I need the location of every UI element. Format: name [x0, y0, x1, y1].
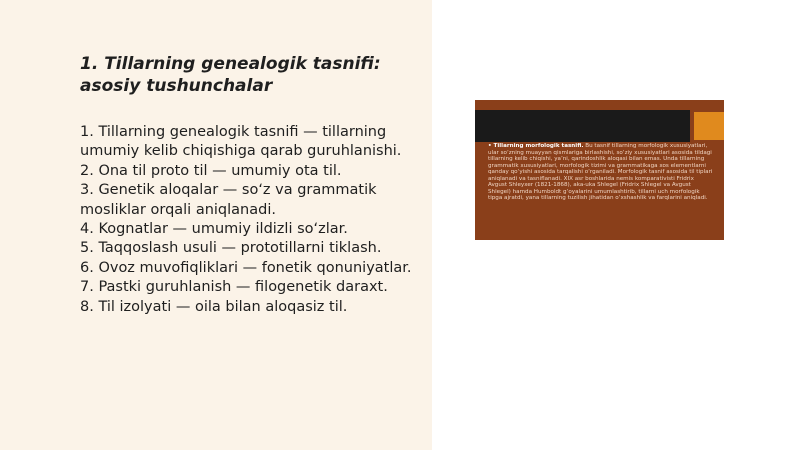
list-item: 2. Ona til proto til — umumiy ota til. [80, 162, 342, 179]
slide-thumbnail-image [475, 100, 724, 240]
slide-title: 1. Tillarning genealogik tasnifi: asosiy tushunchalar [80, 54, 381, 96]
thumbnail-heading: • Tillarning morfologik tasnifi. [488, 143, 584, 149]
list-item: 4. Kognatlar — umumiy ildizli so‘zlar. [80, 221, 348, 238]
bullet-list [80, 123, 425, 317]
list-item: 1. Tillarning genealogik tasnifi — tillarning umumiy kelib chiqishiga qarab guruhlanishi. [80, 124, 402, 160]
thumbnail-text [488, 143, 714, 202]
thumbnail-header-band [475, 110, 690, 142]
list-item: 6. Ovoz muvofiqliklari — fonetik qonuniyatlar. [80, 259, 412, 276]
list-item: 3. Genetik aloqalar — so‘z va grammatik mosliklar orqali aniqlanadi. [80, 182, 377, 218]
thumbnail-body: Bu tasnif tillarning morfologik xususiyatlari, ular sо‘zning muayyan qismlariga birlashishi, so‘ziy xususiyatlari asosida tildagi tillarning kelib chiqishi, ya’ni, qarindoshlik aloqasi bilan emas. Unda tillarning grammatik xususiyatlari, morfologik tizimi va grammatikaga xos elementlarni qanday qo‘yishi asosida tarqalishi o‘rganiladi. Morfologik tasnif asosida til tiplari aniqlanadi va tasniflanadi. XIX asr boshlarida nemis komparativisti Fridrix Avgust Shleyxer (1821-1868), aka-uka Shlegel (Fridrix Shlegel va Avgust Shlegel) hamda Humboldt g‘oyalarini umumlashtirib, tillarni uch morfologik tipga ajratdi, yana tillarning tuzilish jihatidan o‘xshashlik va farqlarini aniqladi. [488, 143, 713, 202]
list-item: 8. Til izolyati — oila bilan aloqasiz til. [80, 298, 348, 315]
thumbnail-accent-block [694, 112, 724, 140]
list-item: 5. Taqqoslash usuli — prototillarni tiklash. [80, 240, 382, 257]
list-item: 7. Pastki guruhlanish — filogenetik daraxt. [80, 279, 388, 296]
